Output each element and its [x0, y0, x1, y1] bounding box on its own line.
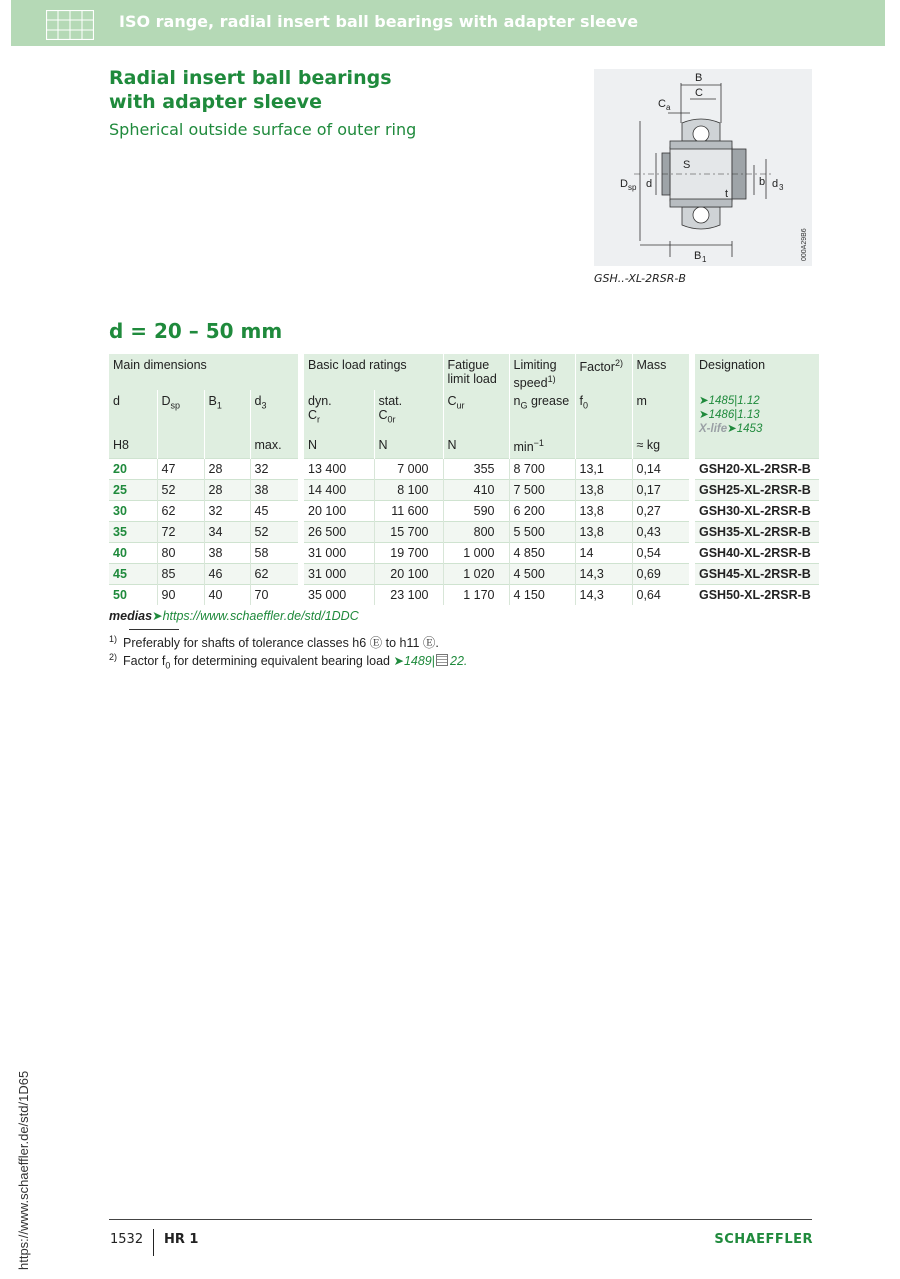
sym-dsp: $D_{sp}$: [157, 390, 204, 438]
cell-cur: 800: [443, 521, 509, 542]
sym-m: m: [632, 390, 689, 438]
group-fatigue: Fatigue limit load: [443, 354, 509, 390]
unit-speed: $\min^{-1}$: [509, 438, 575, 458]
table-row: [109, 563, 819, 584]
label-B1: B: [694, 250, 702, 262]
label-C: C: [695, 87, 703, 99]
group-factor: Factor$^{2)}$: [575, 354, 632, 390]
cell-cr: 14 400: [304, 479, 374, 500]
table-row: [109, 521, 819, 542]
cell-dsp: 80: [157, 542, 204, 563]
cell-d: 25: [109, 479, 157, 500]
cell-m: 0,54: [632, 542, 689, 563]
cell-designation: GSH35-XL-2RSR-B: [695, 521, 819, 542]
unit-cur: N: [443, 438, 509, 458]
cell-d3: 38: [250, 479, 298, 500]
bearing-table: [109, 354, 819, 605]
label-S: S: [683, 159, 691, 171]
unit-c0r: N: [374, 438, 443, 458]
cell-c0r: 19 700: [374, 542, 443, 563]
table-row: [109, 584, 819, 605]
cell-b1: 28: [204, 458, 250, 479]
cell-d3: 58: [250, 542, 298, 563]
cell-f0: 13,8: [575, 521, 632, 542]
cell-ng: 4 150: [509, 584, 575, 605]
designation-references: [695, 390, 819, 438]
cell-m: 0,27: [632, 500, 689, 521]
cell-c0r: 23 100: [374, 584, 443, 605]
cell-cur: 1 170: [443, 584, 509, 605]
sym-c0r: stat. $C_{0r}$: [374, 390, 443, 438]
label-t: t: [725, 188, 729, 200]
cell-d3: 52: [250, 521, 298, 542]
figure-caption: GSH..-XL-2RSR-B: [594, 272, 686, 285]
medias-line: medias➤https://www.schaeffler.de/std/1DDC: [109, 609, 359, 623]
cell-f0: 13,8: [575, 500, 632, 521]
cell-f0: 14,3: [575, 584, 632, 605]
sym-d: d: [109, 390, 157, 438]
cell-c0r: 7 000: [374, 458, 443, 479]
cell-ng: 5 500: [509, 521, 575, 542]
cell-cur: 410: [443, 479, 509, 500]
cell-f0: 14: [575, 542, 632, 563]
cell-c0r: 20 100: [374, 563, 443, 584]
brand-logo: SCHAEFFLER: [714, 1232, 813, 1247]
medias-label: medias: [109, 609, 153, 623]
cell-cr: 20 100: [304, 500, 374, 521]
unit-mass: ≈ kg: [632, 438, 689, 458]
cell-c0r: 8 100: [374, 479, 443, 500]
cell-designation: GSH40-XL-2RSR-B: [695, 542, 819, 563]
cell-d: 50: [109, 584, 157, 605]
cell-d: 30: [109, 500, 157, 521]
cell-m: 0,17: [632, 479, 689, 500]
page-title-line1: Radial insert ball bearings: [109, 67, 392, 89]
cell-f0: 13,1: [575, 458, 632, 479]
table-row: [109, 542, 819, 563]
medias-link[interactable]: https://www.schaeffler.de/std/1DDC: [162, 609, 359, 623]
footnote-2-page-link[interactable]: ➤1489| 22.: [393, 654, 468, 669]
footer-separator: [153, 1229, 154, 1256]
footnote-2: $^{2)}$ Factor $f_0$ for determining equivalent bearing load ➤1489| 22.: [109, 652, 468, 671]
cell-ng: 4 850: [509, 542, 575, 563]
footer-divider: [109, 1219, 812, 1220]
table-row: [109, 500, 819, 521]
group-limiting-speed: Limiting speed$^{1)}$: [509, 354, 575, 390]
cell-b1: 40: [204, 584, 250, 605]
cell-designation: GSH25-XL-2RSR-B: [695, 479, 819, 500]
sym-ng: $n_G$ grease: [509, 390, 575, 438]
page-ref-link[interactable]: ➤1486|1.13: [699, 409, 760, 422]
label-Dsp-sub: sp: [628, 183, 637, 192]
group-designation: Designation: [695, 354, 819, 390]
page-ref-link[interactable]: ➤1485|1.12: [699, 395, 760, 408]
label-d3: d: [772, 178, 779, 190]
cell-b1: 34: [204, 521, 250, 542]
xlife-logo: X-life: [699, 423, 728, 436]
page-number: 1532: [110, 1232, 144, 1247]
cell-f0: 14,3: [575, 563, 632, 584]
xlife-ref-link[interactable]: X-life➤1453: [699, 423, 763, 436]
label-Ca-sub: a: [666, 103, 671, 112]
label-Ca: C: [658, 98, 666, 110]
unit-d: H8: [109, 438, 157, 458]
cell-dsp: 72: [157, 521, 204, 542]
cell-designation: GSH50-XL-2RSR-B: [695, 584, 819, 605]
page-title-line2: with adapter sleeve: [109, 91, 322, 113]
cell-designation: GSH30-XL-2RSR-B: [695, 500, 819, 521]
table-unit-header: [109, 438, 819, 458]
cell-dsp: 90: [157, 584, 204, 605]
section-code: HR 1: [164, 1232, 199, 1247]
group-main-dimensions: Main dimensions: [109, 354, 298, 390]
group-mass: Mass: [632, 354, 689, 390]
cell-cur: 1 000: [443, 542, 509, 563]
sym-d3: $d_3$: [250, 390, 298, 438]
cell-c0r: 11 600: [374, 500, 443, 521]
table-ref-icon: [436, 654, 448, 666]
sym-cr: dyn. $C_r$: [304, 390, 374, 438]
page-title: [109, 66, 392, 114]
band-title: ISO range, radial insert ball bearings with adapter sleeve: [119, 12, 639, 31]
cell-designation: GSH45-XL-2RSR-B: [695, 563, 819, 584]
cell-c0r: 15 700: [374, 521, 443, 542]
sym-b1: $B_1$: [204, 390, 250, 438]
figure-code: 000A29B6: [801, 228, 808, 261]
footnote-divider: [129, 629, 179, 630]
cell-d3: 45: [250, 500, 298, 521]
unit-cr: N: [304, 438, 374, 458]
cell-f0: 13,8: [575, 479, 632, 500]
cell-dsp: 52: [157, 479, 204, 500]
cell-m: 0,14: [632, 458, 689, 479]
table-grid-icon: [46, 10, 94, 40]
cell-ng: 4 500: [509, 563, 575, 584]
label-B1-sub: 1: [702, 255, 707, 264]
header-band: [11, 0, 885, 46]
bearing-drawing: [594, 69, 812, 266]
group-basic-load-ratings: Basic load ratings: [304, 354, 443, 390]
cell-dsp: 85: [157, 563, 204, 584]
cell-designation: GSH20-XL-2RSR-B: [695, 458, 819, 479]
cell-b1: 28: [204, 479, 250, 500]
cell-m: 0,43: [632, 521, 689, 542]
cell-cr: 13 400: [304, 458, 374, 479]
cell-d: 45: [109, 563, 157, 584]
page-subtitle: Spherical outside surface of outer ring: [109, 120, 417, 139]
label-d: d: [646, 178, 653, 190]
sym-cur: $C_{ur}$: [443, 390, 509, 438]
sym-f0: $f_0$: [575, 390, 632, 438]
cell-ng: 8 700: [509, 458, 575, 479]
cell-ng: 6 200: [509, 500, 575, 521]
cell-m: 0,69: [632, 563, 689, 584]
diameter-range-heading: d = 20 – 50 mm: [109, 319, 283, 343]
bearing-cross-section: [594, 69, 812, 266]
unit-d3: max.: [250, 438, 298, 458]
label-d3-sub: 3: [779, 183, 784, 192]
cell-d3: 70: [250, 584, 298, 605]
label-b: b: [759, 176, 766, 188]
cell-cr: 31 000: [304, 542, 374, 563]
cell-d3: 32: [250, 458, 298, 479]
cell-d: 35: [109, 521, 157, 542]
table-group-header: [109, 354, 819, 390]
cell-dsp: 62: [157, 500, 204, 521]
cell-d: 40: [109, 542, 157, 563]
label-Dsp: D: [620, 178, 628, 190]
cell-d: 20: [109, 458, 157, 479]
side-url[interactable]: https://www.schaeffler.de/std/1D65: [16, 1070, 31, 1270]
table-row: [109, 458, 819, 479]
cell-m: 0,64: [632, 584, 689, 605]
cell-b1: 46: [204, 563, 250, 584]
cell-cr: 31 000: [304, 563, 374, 584]
cell-b1: 38: [204, 542, 250, 563]
table-row: [109, 479, 819, 500]
cell-ng: 7 500: [509, 479, 575, 500]
footnote-1: $^{1)}$ Preferably for shafts of tolerance classes h6 Ⓔ to h11 Ⓔ.: [109, 633, 439, 650]
cell-dsp: 47: [157, 458, 204, 479]
cell-b1: 32: [204, 500, 250, 521]
table-symbol-header: [109, 390, 819, 438]
cell-cur: 1 020: [443, 563, 509, 584]
label-B: B: [695, 72, 703, 84]
cell-cur: 355: [443, 458, 509, 479]
cell-cur: 590: [443, 500, 509, 521]
cell-d3: 62: [250, 563, 298, 584]
cell-cr: 35 000: [304, 584, 374, 605]
cell-cr: 26 500: [304, 521, 374, 542]
